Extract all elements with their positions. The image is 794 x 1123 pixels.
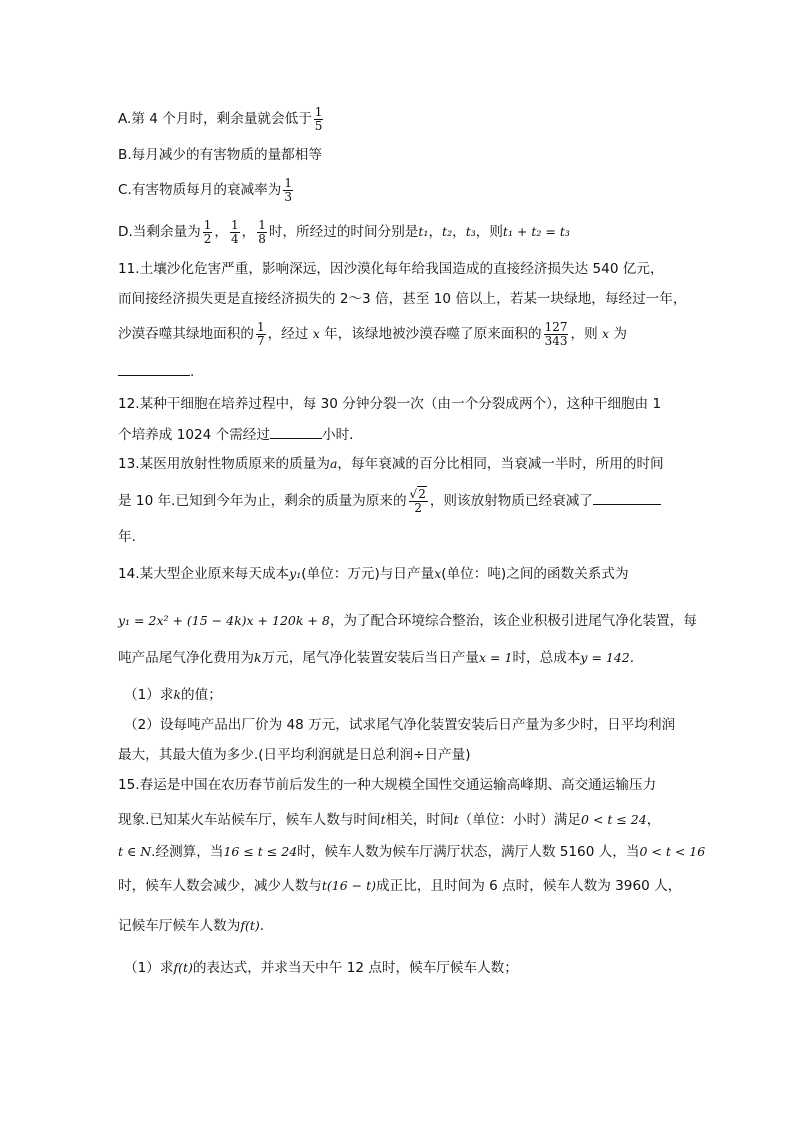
numerator: 127 — [544, 319, 568, 334]
math-condition: 0 < t ≤ 24 — [580, 812, 647, 827]
fraction-127-343 — [544, 321, 569, 348]
math-t3: t₃ — [465, 224, 476, 239]
fraction-1-3 — [283, 177, 293, 204]
q14-line-1 — [118, 564, 674, 584]
q11-text: 11.土壤沙化危害严重，影响深远，因沙漠化每年给我国造成的直接经济损失达 540 亿元， — [118, 261, 664, 277]
fraction-sqrt2-2 — [409, 488, 428, 515]
q15-text: 时，候车人数会减少，减少人数与 — [118, 878, 322, 894]
q14-text: (单位：万元)与日产量 — [301, 566, 435, 582]
math-condition: 16 ≤ t ≤ 24 — [223, 844, 298, 859]
denominator: 4 — [231, 231, 239, 246]
q12-text: 12.某种干细胞在培养过程中，每 30 分钟分裂一次（由一个分裂成两个），这种干细胞由 1 — [118, 396, 662, 412]
math-t: t — [453, 812, 459, 827]
math-condition: 0 < t < 16 — [639, 844, 706, 859]
numerator: 1 — [284, 175, 292, 190]
answer-blank[interactable] — [270, 424, 322, 439]
q13-line-3 — [118, 527, 674, 547]
option-c — [118, 175, 674, 205]
q14-text: 14.某大型企业原来每天成本 — [118, 566, 290, 582]
numerator: 1 — [314, 104, 323, 119]
math-x: x — [312, 326, 320, 341]
q14-text: （2）设每吨产品出厂价为 48 万元，试求尾气净化装置安装后日产量为多少时，日平均利润 — [124, 717, 676, 733]
q15-text: 记候车厅候车人数为 — [118, 918, 241, 934]
q15-text: ， — [646, 812, 661, 828]
q14-text: 万元，尾气净化装置安装后当日产量 — [261, 650, 480, 666]
q15-line-5 — [118, 916, 674, 936]
q13-text: 年. — [118, 529, 136, 545]
q15-text: 的表达式，并求当天中午 12 点时，候车厅候车人数； — [192, 960, 518, 976]
answer-blank[interactable] — [593, 490, 661, 505]
numerator: 1 — [256, 319, 265, 334]
option-d-text: ，则 — [475, 224, 503, 240]
q15-line-1 — [118, 775, 674, 795]
q14-sub-2-line-2 — [118, 745, 674, 765]
q15-text: .经测算，当 — [151, 844, 224, 860]
q14-line-2 — [118, 611, 697, 631]
fraction-1-7 — [256, 321, 266, 348]
q14-text: 时，总成本 — [512, 650, 581, 666]
option-b-text: B.每月减少的有害物质的量都相等 — [118, 147, 322, 163]
math-k: k — [253, 650, 262, 665]
fraction-1-4 — [230, 219, 240, 246]
denominator: 3 — [284, 189, 292, 204]
math-ft: f(t) — [240, 918, 260, 933]
q14-sub-2-line-1 — [124, 715, 674, 735]
q11-text: ，经过 — [267, 326, 309, 342]
option-a — [118, 104, 674, 134]
math-condition: t ∈ N — [118, 844, 152, 859]
q14-sub-1 — [124, 685, 674, 705]
q15-line-4 — [118, 876, 682, 896]
q15-text: . — [259, 918, 265, 934]
numerator: 1 — [231, 217, 239, 232]
q14-text: (单位：吨)之间的函数关系式为 — [441, 566, 629, 582]
q15-line-3 — [118, 842, 706, 862]
q14-text: ，为了配合环境综合整治，该企业积极引进尾气净化装置，每 — [329, 613, 697, 629]
numerator: 1 — [203, 217, 212, 232]
separator: ， — [428, 224, 443, 240]
fraction-1-8 — [257, 219, 267, 246]
fraction-1-5 — [314, 106, 324, 133]
math-x: x — [434, 566, 442, 581]
q14-text: 最大，其最大值为多少.(日平均利润就是日总利润÷日产量) — [118, 747, 471, 763]
cost-formula: y₁ = 2x² + (15 − 4k)x + 120k + 8 — [118, 613, 330, 628]
math-ft: f(t) — [173, 960, 193, 975]
numerator — [409, 488, 428, 502]
q12-text: 小时. — [322, 427, 354, 443]
q13-line-1 — [118, 454, 674, 474]
q13-text: ，则该放射物质已经衰减了 — [429, 493, 593, 509]
math-equation: t₁ + t₂ = t₃ — [502, 224, 570, 239]
math-condition: y = 142 — [580, 650, 630, 665]
denominator: 8 — [258, 231, 266, 246]
q15-text: 现象.已知某火车站候车厅，候车人数与时间 — [118, 812, 381, 828]
q15-text: 15.春运是中国在农历春节前后发生的一种大规模全国性交通运输高峰期、高交通运输压力 — [118, 777, 657, 793]
q12-line-2 — [118, 424, 674, 445]
q13-text: ，每年衰减的百分比相同，当衰减一半时，所用的时间 — [337, 456, 664, 472]
q11-text: ，则 — [570, 326, 598, 342]
math-a: a — [329, 456, 338, 471]
denominator: 2 — [203, 231, 212, 246]
q15-line-2 — [118, 810, 674, 830]
option-d-text: 时，所经过的时间分别是 — [268, 224, 419, 240]
separator: ， — [214, 224, 228, 240]
denominator: 5 — [314, 118, 323, 133]
sqrt-symbol: √ — [409, 486, 418, 501]
option-a-text: A.第 4 个月时，剩余量就会低于 — [118, 111, 312, 127]
denominator: 343 — [544, 333, 568, 348]
separator: ， — [241, 224, 256, 240]
math-x: x — [602, 326, 610, 341]
option-d-text: D.当剩余量为 — [118, 224, 201, 240]
q13-text: 13.某医用放射性物质原来的质量为 — [118, 456, 330, 472]
math-t1: t₁ — [418, 224, 429, 239]
math-t: t — [380, 812, 386, 827]
radicand: 2 — [418, 486, 426, 501]
q14-text: . — [629, 650, 635, 666]
q12-text: 个培养成 1024 个需经过 — [118, 427, 270, 443]
q11-line-1 — [118, 259, 674, 279]
q12-line-1 — [118, 394, 674, 414]
math-y1: y₁ — [289, 566, 302, 581]
q15-text: （单位：小时）满足 — [458, 812, 581, 828]
q13-line-2 — [118, 483, 674, 519]
q11-line-4 — [118, 361, 674, 382]
q14-text: 吨产品尾气净化费用为 — [118, 650, 254, 666]
option-b — [118, 145, 674, 165]
q15-text: （1）求 — [124, 960, 174, 976]
q14-line-3 — [118, 648, 674, 668]
q15-text: 时，候车人数为候车厅满厅状态，满厅人数 5160 人，当 — [297, 844, 640, 860]
option-d — [118, 217, 674, 247]
separator: ， — [452, 224, 466, 240]
q14-text: （1）求 — [124, 687, 174, 703]
q11-line-3 — [118, 319, 674, 349]
numerator: 1 — [258, 217, 266, 232]
q11-line-2 — [118, 289, 687, 309]
denominator: 2 — [414, 500, 423, 515]
q11-text: 为 — [613, 326, 627, 342]
option-c-text: C.有害物质每月的衰减率为 — [118, 182, 282, 198]
fraction-1-2 — [203, 219, 213, 246]
answer-blank[interactable] — [118, 361, 190, 376]
math-k: k — [173, 687, 182, 702]
denominator: 7 — [256, 333, 265, 348]
q15-text: 成正比，且时间为 6 点时，候车人数为 3960 人， — [376, 878, 682, 894]
q13-text: 是 10 年.已知到今年为止，剩余的质量为原来的 — [118, 493, 407, 509]
q14-text: 的值； — [181, 687, 222, 703]
q11-text: 沙漠吞噬其绿地面积的 — [118, 326, 254, 342]
q11-text: 而间接经济损失更是直接经济损失的 2～3 倍，甚至 10 倍以上，若某一块绿地，每经过一年， — [118, 291, 687, 307]
q15-sub-1 — [124, 958, 674, 978]
period: . — [190, 364, 195, 380]
math-t2: t₂ — [442, 224, 453, 239]
math-expression: t(16 − t) — [321, 878, 377, 893]
math-condition: x = 1 — [479, 650, 513, 665]
q11-text: 年，该绿地被沙漠吞噬了原来面积的 — [324, 326, 542, 342]
q15-text: 相关，时间 — [385, 812, 454, 828]
